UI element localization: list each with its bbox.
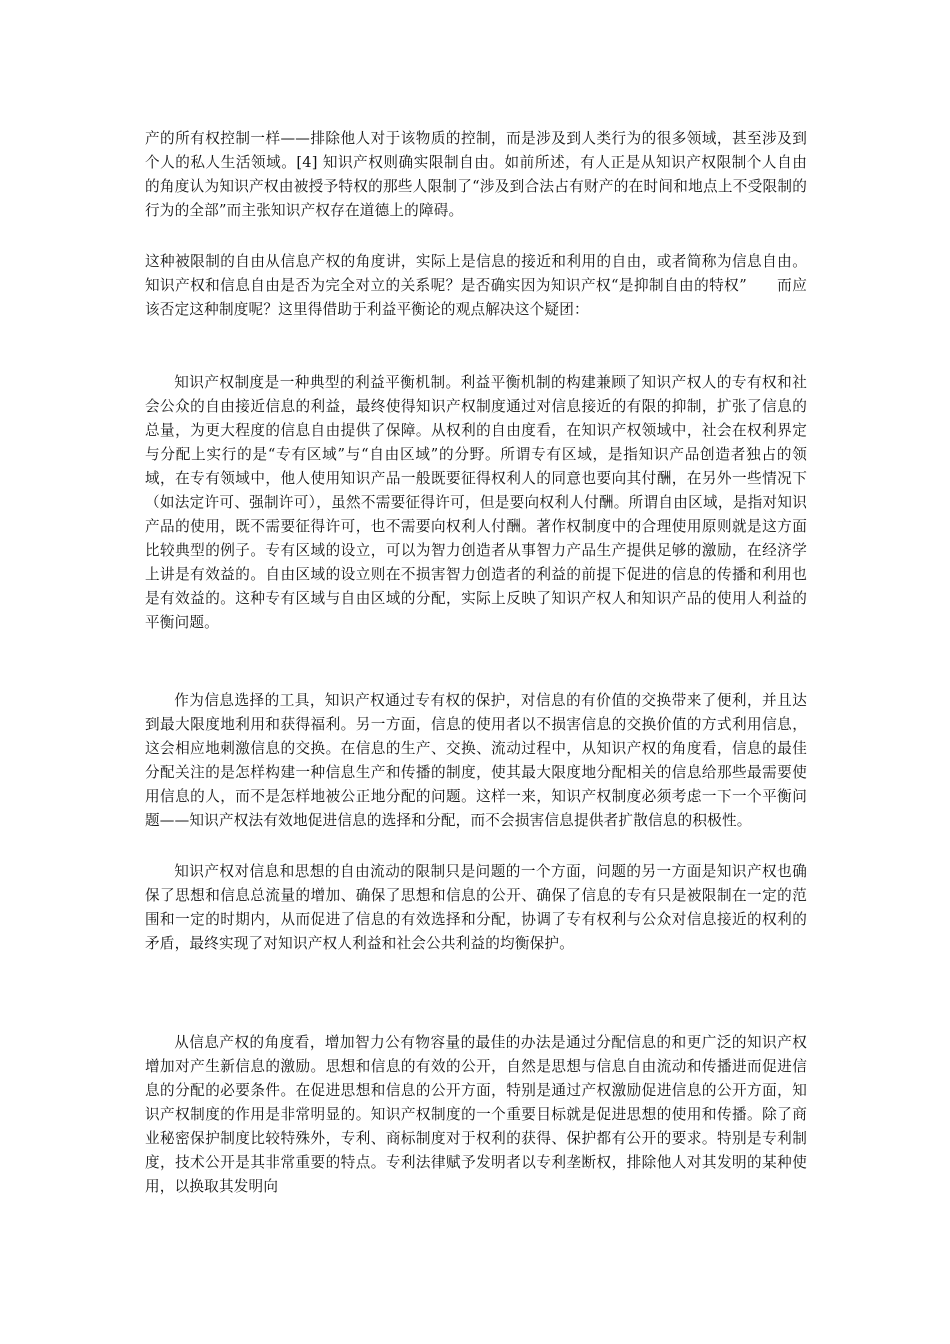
paragraph-restriction-aspects: 知识产权对信息和思想的自由流动的限制只是问题的一个方面，问题的另一方面是知识产权也确保了思想和信息总流量的增加、确保了思想和信息的公开、确保了信息的专有只是被限制在一定的范围和一定的时期内，从而促进了信息的有效选择和分配，协调了专有权利与公众对信息接近的权利的矛盾，最终实现了对知识产权人利益和社会公共利益的均衡保护。	[145, 863, 807, 952]
paragraph-continuation: 产的所有权控制一样——排除他人对于该物质的控制，而是涉及到人类行为的很多领域，甚至涉及到个人的私人生活领域。[4] 知识产权则确实限制自由。如前所述，有人正是从知识产权限制个人自由的角度认为知识产权由被授予特权的那些人限制了“涉及到合法占有财产的在时间和地点上不受限制的行为的全部”而主张知识产权存在道德上的障碍。	[145, 130, 807, 219]
paragraph-information-selection: 作为信息选择的工具，知识产权通过专有权的保护，对信息的有价值的交换带来了便利，并且达到最大限度地利用和获得福利。另一方面，信息的使用者以不损害信息的交换价值的方式利用信息，这会相应地刺激信息的交换。在信息的生产、交换、流动过程中，从知识产权的角度看，信息的最佳分配关注的是怎样构建一种信息生产和传播的制度，使其最大限度地分配相关的信息给那些最需要使用信息的人，而不是怎样地被公正地分配的问题。这样一来，知识产权制度必须考虑一下一个平衡问题——知识产权法有效地促进信息的选择和分配，而不会损害信息提供者扩散信息的积极性。	[145, 692, 807, 829]
paragraph-information-freedom: 这种被限制的自由从信息产权的角度讲，实际上是信息的接近和利用的自由，或者简称为信息自由。知识产权和信息自由是否为完全对立的关系呢？是否确实因为知识产权“是抑制自由的特权” 而应该否定这种制度呢？这里得借助于利益平衡论的观点解决这个疑团：	[145, 253, 807, 318]
paragraph-interest-balance: 知识产权制度是一种典型的利益平衡机制。利益平衡机制的构建兼顾了知识产权人的专有权和社会公众的自由接近信息的利益，最终使得知识产权制度通过对信息接近的有限的抑制，扩张了信息的总量，为更大程度的信息自由提供了保障。从权利的自由度看，在知识产权领域中，社会在权利界定与分配上实行的是“专有区域”与“自由区域”的分野。所谓专有区域，是指知识产品创造者独占的领域，在专有领域中，他人使用知识产品一般既要征得权利人的同意也要向其付酬，在另外一些情况下（如法定许可、强制许可），虽然不需要征得许可，但是要向权利人付酬。所谓自由区域，是指对知识产品的使用，既不需要征得许可，也不需要向权利人付酬。著作权制度中的合理使用原则就是这方面比较典型的例子。专有区域的设立，可以为智力创造者从事智力产品生产提供足够的激励，在经济学上讲是有效益的。自由区域的设立则在不损害智力创造者的利益的前提下促进的信息的传播和利用也是有效益的。这种专有区域与自由区域的分配，实际上反映了知识产权人和知识产品的使用人利益的平衡问题。	[145, 374, 807, 631]
paragraph-information-property: 从信息产权的角度看，增加智力公有物容量的最佳的办法是通过分配信息的和更广泛的知识产权增加对产生新信息的激励。思想和信息的有效的公开，自然是思想与信息自由流动和传播进而促进信息的分配的必要条件。在促进思想和信息的公开方面，特别是通过产权激励促进信息的公开方面，知识产权制度的作用是非常明显的。知识产权制度的一个重要目标就是促进思想的使用和传播。除了商业秘密保护制度比较特殊外，专利、商标制度对于权利的获得、保护都有公开的要求。特别是专利制度，技术公开是其非常重要的特点。专利法律赋予发明者以专利垄断权，排除他人对其发明的某种使用，以换取其发明向	[145, 1034, 807, 1195]
